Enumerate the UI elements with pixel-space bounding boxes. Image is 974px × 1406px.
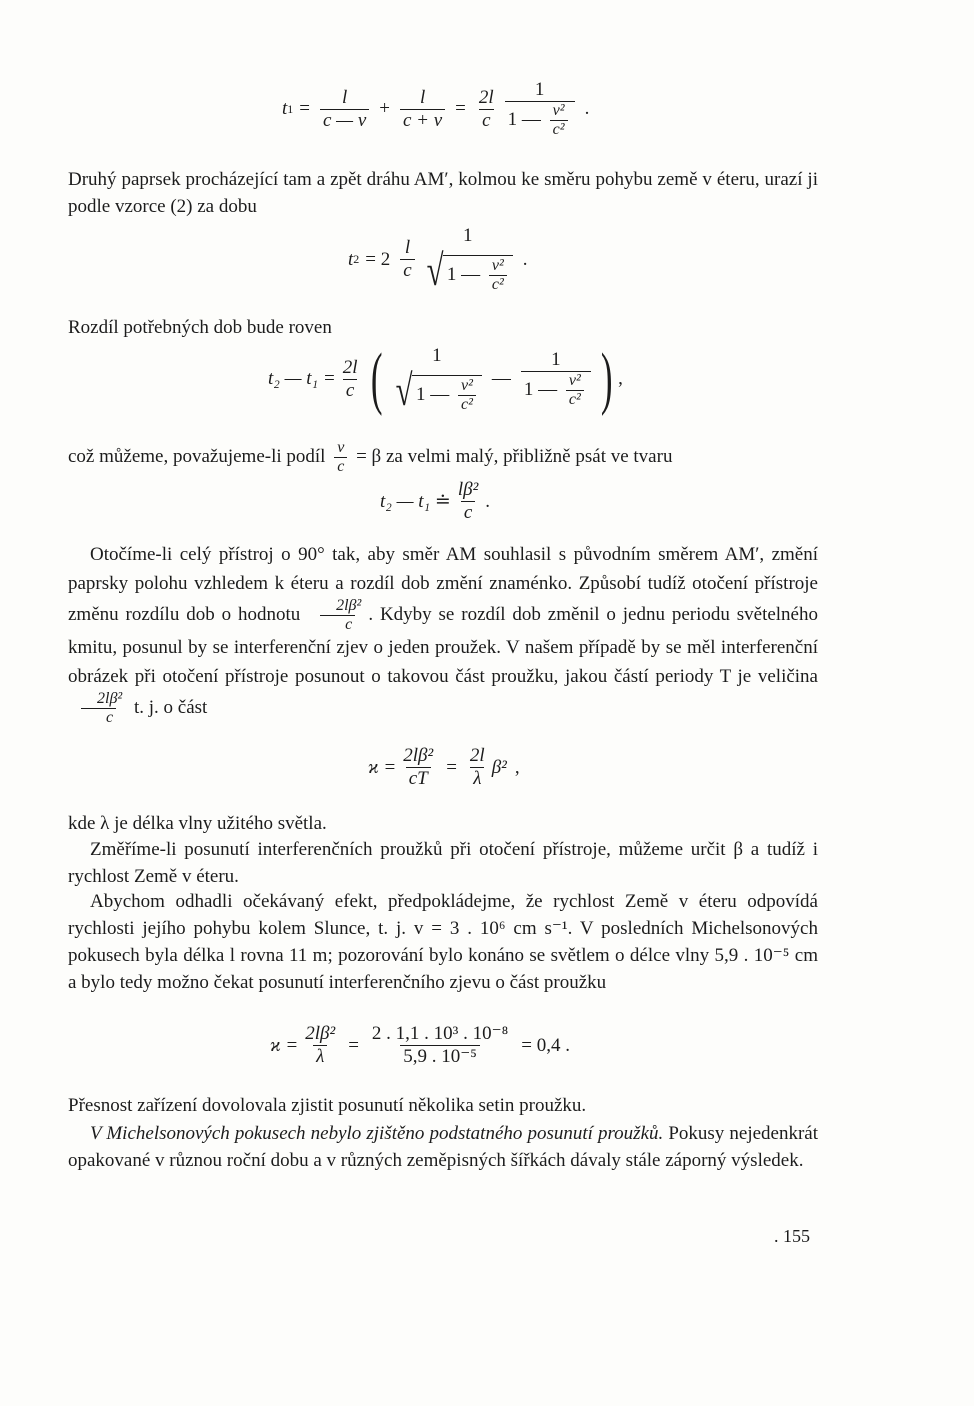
paragraph-6: Změříme-li posunutí interferenčních proužků při otočení přístroje, můžeme určit β a tudíž i rychlost Země v éteru. [68, 839, 818, 887]
fraction: $\frac{\text{2lβ²}}{\lambda}$ [305, 1023, 336, 1067]
fraction: $\frac{2l}{c}$ [478, 86, 494, 131]
fraction: 1 1 — $\frac{\text{v²}}{\text{c²}}$ [505, 80, 575, 138]
paragraph-2: Rozdíl potřebných dob bude roven [68, 317, 332, 338]
equation-t2: t 2 = 2 $\frac{l}{c}$ 1 √ 1 — $\frac{\text{v²}}{\text{c²}}$ . [348, 225, 528, 295]
fraction: 1 √ 1 — $\frac{\text{v²}}{\text{c²}}$ [423, 226, 513, 293]
fraction: 1 1 — $\frac{\text{v²}}{\text{c²}}$ [521, 350, 591, 408]
left-parenthesis: ( [370, 340, 382, 417]
equation-t1: t 1 = $\frac{l}{c — v}$ + $\frac{l}{c + v}$ = $\frac{2l}{c}$ 1 1 — $\frac{\text{v²}}{\text{c²}}$ . [282, 79, 590, 138]
fraction: $\frac{l}{c — v}$ [320, 88, 369, 131]
right-parenthesis: ) [600, 340, 613, 417]
fraction: $\frac{\text{lβ²}}{c}$ [457, 479, 479, 523]
inline-fraction: $\frac{\text{2lβ²}}{c}$ [311, 598, 364, 633]
fraction: $\frac{2l}{\lambda}$ [469, 745, 485, 789]
equation-kappa: ϰ = $\frac{\text{2lβ²}}{cT}$ = $\frac{2l}{\lambda}$ β² , [368, 745, 520, 789]
paragraph-4: Otočíme-li celý přístroj o 90° tak, aby směr AM souhlasil s původním směrem AM′, změní paprsky polohu vzhledem k éteru a rozdíl dob změní znaménko. Způsobí tudíž otočení přístroje změnu rozdílu dob o hodnotu $\frac{\text{2lβ²}}{c}$ . Kdyby se rozdíl dob změnil o jednu periodu světelného kmitu, posunul by se interferenční zjev o jeden proužek. V našem případě by se měl interferenční obrázek při otočení přístroje posunout o takovou část proužku, jakou částí periody T je veličina $\frac{\text{2lβ²}}{c}$ t. j. o část [68, 544, 818, 726]
paragraph-3: což můžeme, považujeme-li podíl $\frac{v}{c}$ = β za velmi malý, přibližně psát ve tvaru [68, 439, 673, 475]
equation-numeric: ϰ = $\frac{\text{2lβ²}}{\lambda}$ = $\frac{\text{2 . 1,1 . 10³ . 10⁻⁸}}{\text{5,9 . 10⁻⁵}}$ = 0,4 . [270, 1023, 570, 1067]
fraction: $\frac{2l}{c}$ [342, 356, 358, 401]
paragraph-9: V Michelsonových pokusech nebylo zjištěno podstatného posunutí proužků. Pokusy nejedenkrát opakované v různou roční dobu a v různých zeměpisných šířkách dávaly stále záporný výsledek. [68, 1123, 818, 1171]
fraction: $\frac{\text{2lβ²}}{cT}$ [403, 745, 434, 789]
square-root: √ 1 — $\frac{\text{v²}}{\text{c²}}$ [423, 249, 513, 293]
page-number: . 155 [774, 1226, 810, 1246]
paragraph-8: Přesnost zařízení dovolovala zjistit posunutí několika setin proužku. [68, 1095, 587, 1116]
eq-lhs: t [282, 98, 288, 119]
fraction: $\frac{l}{c}$ [400, 238, 414, 281]
paragraph-7: Abychom odhadli očekávaný efekt, předpokládejme, že rychlost Země v éteru odpovídá rychlosti jejího pohybu kolem Slunce, t. j. v = 3 . 10⁶ cm s⁻¹. V posledních Michelsonových pokusech byla délka l rovna 11 m; pozorování bylo konáno se světlem o délce vlny 5,9 . 10⁻⁵ cm a bylo tedy možno čekat posunutí interferenčního zjevu o část proužku [68, 891, 818, 993]
fraction: $\frac{\text{2 . 1,1 . 10³ . 10⁻⁸}}{\text{5,9 . 10⁻⁵}}$ [371, 1023, 509, 1067]
equation-approx: t₂ — t₁ ≐ $\frac{\text{lβ²}}{c}$ . [380, 479, 491, 523]
equation-difference: t₂ — t₁ = $\frac{2l}{c}$ ( 1 √ 1 — $\frac{\text{v²}}{\text{c²}}$ — 1 1 — $\frac{\text{v²}}{\text{c²}}$ ) , [268, 340, 623, 417]
paragraph-5: kde λ je délka vlny užitého světla. [68, 813, 327, 834]
square-root: √ 1 — $\frac{\text{v²}}{\text{c²}}$ [392, 369, 482, 413]
paragraph-1: Druhý paprsek procházející tam a zpět dráhu AM′, kolmou ke směru pohybu země v éteru, urazí ji podle vzorce (2) za dobu [68, 169, 818, 217]
fraction: 1 √ 1 — $\frac{\text{v²}}{\text{c²}}$ [392, 346, 482, 413]
fraction: $\frac{l}{c + v}$ [400, 88, 445, 131]
inline-fraction: $\frac{v}{c}$ [334, 440, 347, 475]
inline-fraction: $\frac{\text{2lβ²}}{c}$ [72, 691, 125, 726]
